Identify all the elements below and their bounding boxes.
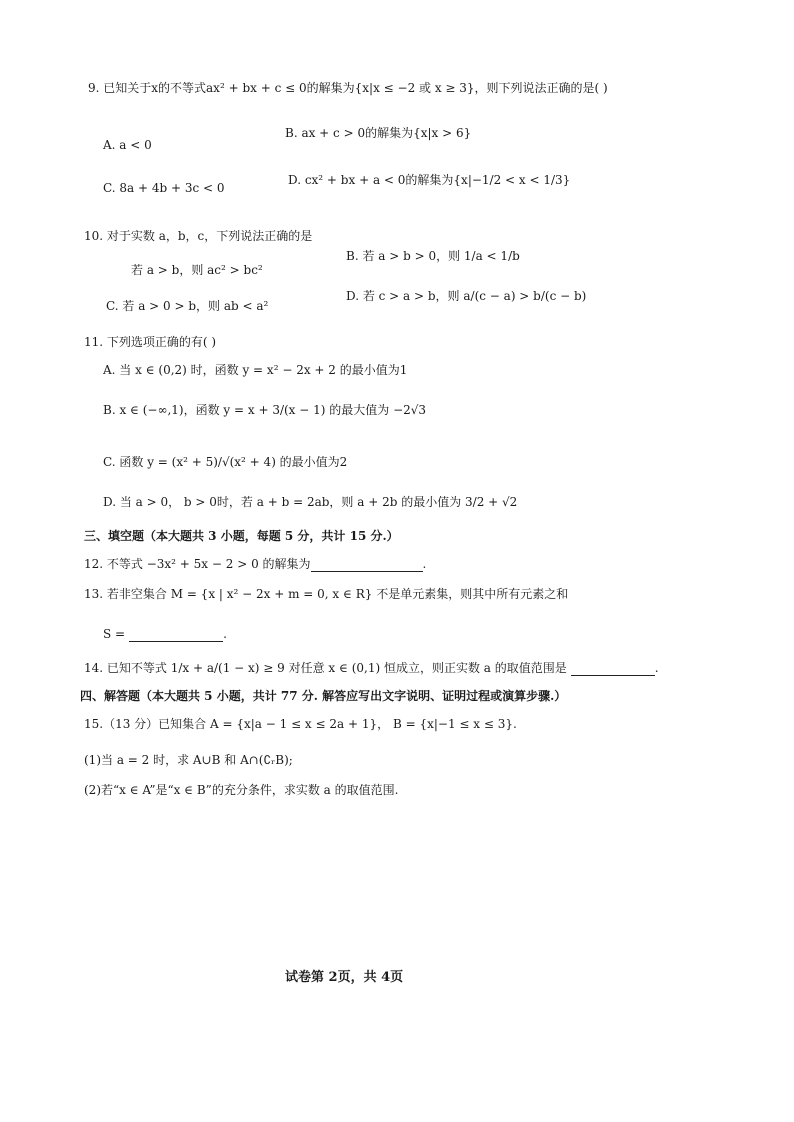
q11-option-d: D. 当 a > 0， b > 0时，若 a + b = 2ab，则 a + 2b 的最小值为 3/2 + √2: [103, 495, 518, 509]
q10-option-d: D. 若 c > a > b，则 a/(c − a) > b/(c − b): [346, 289, 587, 303]
q10-stem: 10. 对于实数 a，b，c，下列说法正确的是: [84, 229, 313, 243]
q12-line: [84, 556, 426, 572]
q13-s-label: S =: [103, 627, 126, 641]
section-solution-heading: 四、解答题（本大题共 5 小题，共计 77 分. 解答应写出文字说明、证明过程或演算步骤.）: [80, 689, 567, 703]
section-fill-in-heading: 三、填空题（本大题共 3 小题，每题 5 分，共计 15 分.）: [84, 529, 399, 543]
q13-end: .: [223, 627, 227, 641]
q13-text: 13. 若非空集合 M = {x | x² − 2x + m = 0, x ∈ R} 不是单元素集，则其中所有元素之和: [84, 587, 569, 601]
q15-part-1: (1)当 a = 2 时，求 A∪B 和 A∩(∁ᵣB);: [84, 753, 293, 767]
page-footer: 试卷第 2页，共 4页: [285, 970, 404, 985]
q15-part-2: (2)若“x ∈ A”是“x ∈ B”的充分条件，求实数 a 的取值范围.: [84, 783, 399, 797]
q10-option-a: 若 a > b，则 ac² > bc²: [131, 263, 263, 277]
q14-text: 14. 已知不等式 1/x + a/(1 − x) ≥ 9 对任意 x ∈ (0,1) 恒成立，则正实数 a 的取值范围是: [84, 661, 567, 675]
q9-option-b: B. ax + c > 0的解集为{x|x > 6}: [285, 126, 472, 140]
q11-stem: 11. 下列选项正确的有( ): [84, 335, 217, 349]
q9-stem: 9. 已知关于x的不等式ax² + bx + c ≤ 0的解集为{x|x ≤ −2 或 x ≥ 3}，则下列说法正确的是( ): [88, 81, 608, 95]
q10-option-b: B. 若 a > b > 0，则 1/a < 1/b: [346, 249, 520, 263]
q12-text: 12. 不等式 −3x² + 5x − 2 > 0 的解集为: [84, 557, 311, 571]
q14-answer-blank[interactable]: [571, 675, 655, 676]
q10-option-c: C. 若 a > 0 > b，则 ab < a²: [106, 299, 269, 313]
q15-stem: 15.（13 分）已知集合 A = {x|a − 1 ≤ x ≤ 2a + 1}， B = {x|−1 ≤ x ≤ 3}.: [84, 717, 517, 731]
q12-end: .: [422, 557, 427, 571]
q11-option-b: B. x ∈ (−∞,1)，函数 y = x + 3/(x − 1) 的最大值为 −2√3: [103, 403, 427, 417]
q14-line: [84, 660, 659, 676]
q11-option-a: A. 当 x ∈ (0,2) 时，函数 y = x² − 2x + 2 的最小值为1: [103, 363, 408, 377]
q12-answer-blank[interactable]: [311, 571, 423, 572]
q9-option-d: D. cx² + bx + a < 0的解集为{x|−1/2 < x < 1/3}: [288, 173, 571, 187]
q11-option-c: C. 函数 y = (x² + 5)/√(x² + 4) 的最小值为2: [103, 455, 348, 469]
q13-answer-blank[interactable]: [129, 641, 223, 642]
q9-option-c: C. 8a + 4b + 3c < 0: [103, 181, 225, 195]
q9-option-a: A. a < 0: [103, 138, 152, 152]
q14-end: .: [654, 661, 659, 675]
q13-answer-line: [103, 626, 227, 642]
